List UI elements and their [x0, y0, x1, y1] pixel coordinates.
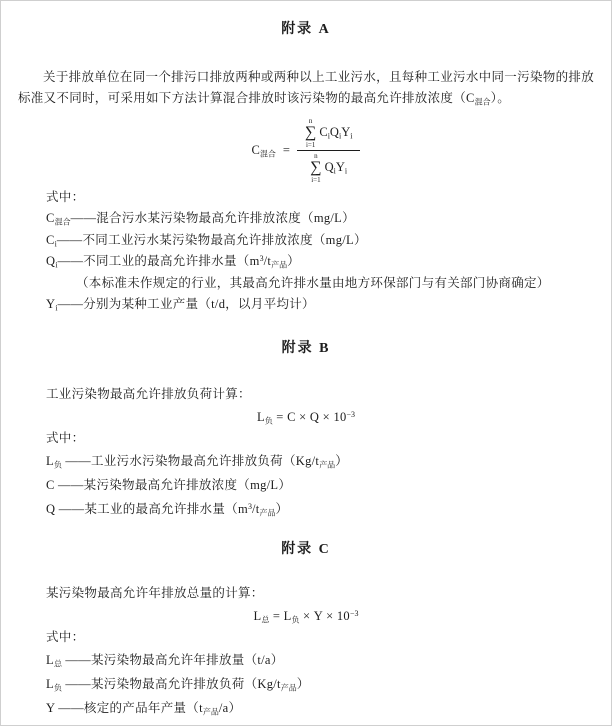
sigma-icon: ∑	[310, 158, 322, 176]
load-formula: $L_负 = C \times Q \times 10^{-3}$	[256, 409, 356, 425]
document-page	[1, 1, 611, 720]
definition-line: $Q_i——$不同工业的最高允许排水量$(m^3/t_{产品})$	[46, 254, 300, 270]
appendix-a-section	[18, 21, 594, 316]
appendix-c-section	[18, 541, 594, 720]
numerator-sigma	[305, 117, 316, 149]
sigma-lower-limit: i=1	[311, 175, 321, 184]
appendix-a-intro: 关于排放单位在同一个排污口排放两种或两种以上工业污水，且每种工业污水中同一污染物的排放标准又不同时，可采用如下方法计算混合排放时该污染物的最高允许排放浓度$(C_{混合})$。	[18, 70, 594, 107]
appendix-b-intro: 工业污染物最高允许排放负荷计算：	[46, 386, 251, 401]
denominator-expression: $Q_iY_i$	[324, 160, 348, 176]
appendix-c-definitions	[18, 648, 594, 720]
appendix-c-intro: 某污染物最高允许年排放总量的计算：	[46, 585, 264, 600]
appendix-c-heading: 附录 C	[281, 541, 331, 557]
fraction-denominator	[302, 151, 355, 185]
formula-lhs: $C_{混合}$	[251, 142, 276, 158]
sigma-icon: ∑	[304, 123, 317, 141]
mixed-concentration-formula	[18, 113, 594, 187]
where-label: 式中：	[46, 629, 85, 644]
definition-line: $C_{混合}——$混合污水某污染物最高允许排放浓度（mg/L）	[46, 211, 355, 227]
where-label: 式中：	[46, 190, 85, 204]
numerator-expression: $C_iQ_iY_i$	[319, 125, 353, 141]
sigma-upper-limit: n	[314, 151, 318, 160]
annual-total-formula: $L_总 = L_负 \times Y \times 10^{-3}$	[253, 608, 359, 624]
definition-line: C ——某污染物最高允许排放浓度（mg/L）	[46, 477, 292, 492]
denominator-sigma	[310, 152, 321, 184]
sigma-lower-limit: i=1	[305, 140, 316, 149]
appendix-a-heading: 附录 A	[281, 22, 331, 37]
definition-line: $L_负$ ——工业污水污染物最高允许排放负荷$(Kg/t_{产品})$	[46, 453, 348, 469]
definition-line: Q ——某工业的最高允许排水量$(m^3/t_{产品})$	[46, 501, 289, 517]
appendix-b-heading: 附录 B	[281, 340, 331, 356]
where-label: 式中：	[46, 430, 85, 445]
fraction-numerator	[297, 116, 361, 150]
definition-line: $L_总$ ——某污染物最高允许年排放量（t/a）	[46, 652, 284, 668]
appendix-b-definitions	[18, 449, 594, 521]
equals-sign: =	[282, 142, 290, 157]
appendix-a-definitions	[18, 208, 594, 316]
appendix-b-section	[18, 340, 594, 521]
definition-line: $Y_i——$分别为某种工业产量（t/d，以月平均计）	[46, 297, 315, 313]
definition-line: $C_i——$不同工业污水某污染物最高允许排放浓度（mg/L）	[46, 232, 367, 248]
definition-line: $L_负$ ——某污染物最高允许排放负荷$(Kg/t_{产品})$	[46, 676, 310, 692]
definition-line: Y ——核定的产品年产量$(t_{产品}/a)$	[46, 700, 242, 716]
sigma-upper-limit: n	[308, 116, 313, 125]
fraction	[297, 116, 361, 185]
definition-note: （本标准未作规定的行业，其最高允许排水量由地方环保部门与有关部门协商确定）	[76, 275, 550, 290]
